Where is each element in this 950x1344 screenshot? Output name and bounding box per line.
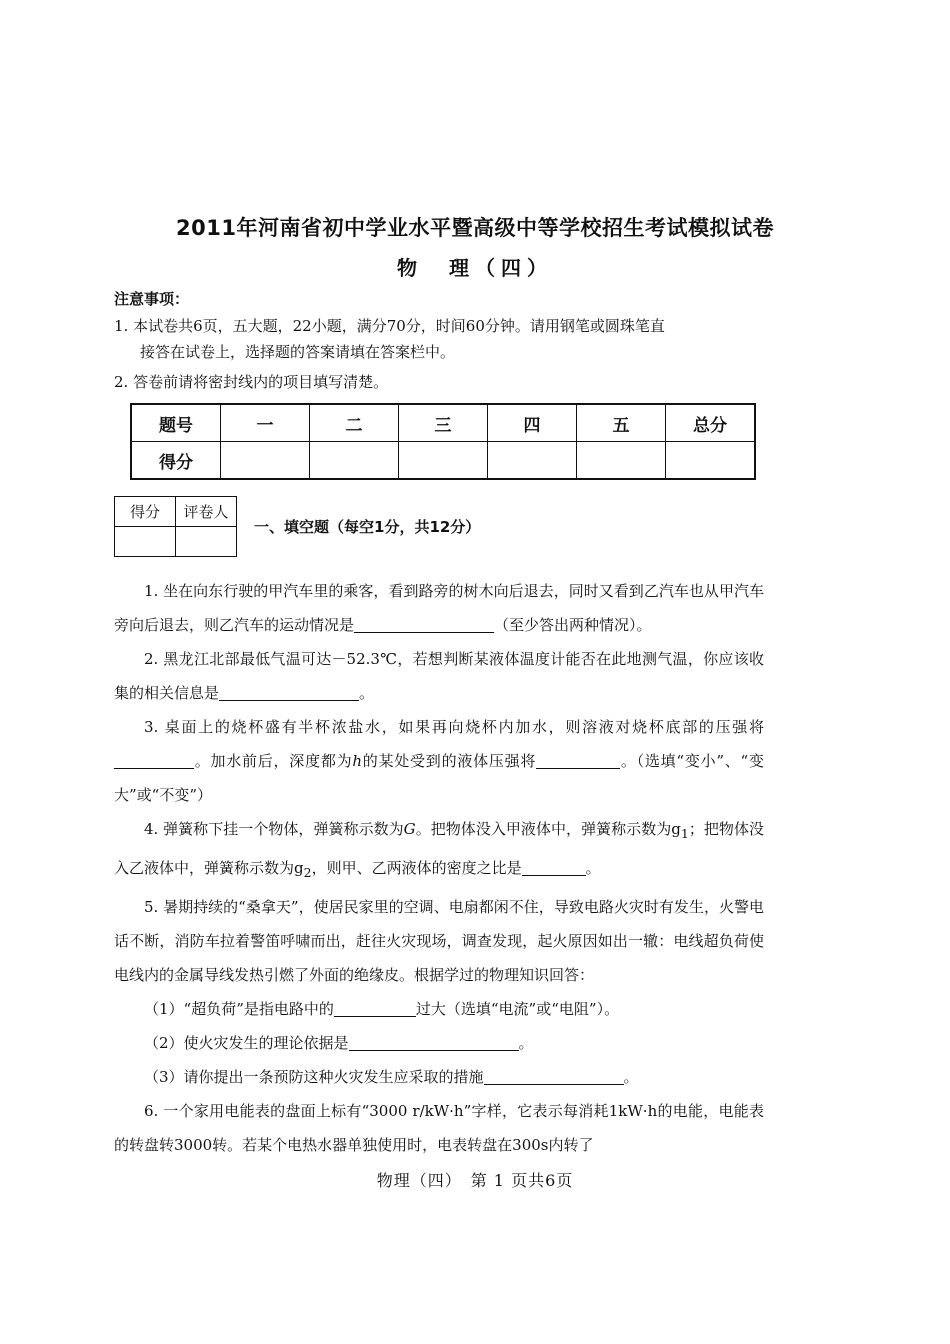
score-header-cell: 五 [577, 404, 666, 442]
answer-blank[interactable] [522, 860, 586, 876]
question-2-suffix: 。 [359, 684, 375, 702]
questions-body [114, 574, 764, 1162]
exam-title: 2011年河南省初中学业水平暨高级中等学校招生考试模拟试卷 [176, 216, 774, 240]
note-item-1-line1: 1. 本试卷共6页，五大题，22小题，满分70分，时间60分钟。请用钢笔或圆珠笔直 [114, 317, 665, 335]
question-3 [114, 710, 764, 812]
question-5-2-suffix: 。 [518, 1034, 534, 1052]
answer-blank[interactable] [354, 617, 494, 633]
question-5-part-1 [114, 992, 764, 1026]
page-footer: 物理（四） 第 1 页共6页 [376, 1171, 574, 1190]
score-row-label: 得分 [131, 442, 221, 480]
variable-G: G [403, 820, 416, 838]
score-cell[interactable] [577, 442, 666, 480]
note-item-1 [114, 313, 774, 365]
score-cell[interactable] [666, 442, 756, 480]
question-1-suffix: （至少答出两种情况）。 [494, 616, 652, 634]
answer-blank[interactable] [219, 685, 359, 701]
score-cell[interactable] [221, 442, 310, 480]
section-1-heading: 一、填空题（每空1分，共12分） [254, 518, 481, 536]
question-5-1-text: （1）“超负荷”是指电路中的 [144, 1000, 334, 1018]
score-header-cell: 总分 [666, 404, 756, 442]
variable-h: h [352, 752, 363, 770]
question-4-text-4: ，则甲、乙两液体的密度之比是 [311, 859, 522, 877]
question-5-3-text: （3）请你提出一条预防这种火灾发生应采取的措施 [144, 1068, 484, 1086]
question-3-text-3: 的某处受到的液体压强将 [362, 752, 537, 770]
score-table [130, 403, 756, 480]
question-4-text-3: ；把物体没入乙液体中，弹簧称示数为g [114, 820, 764, 877]
question-5-1-suffix: 过大（选填“电流”或“电阻”）。 [415, 1000, 620, 1018]
grader-name-cell[interactable] [176, 527, 237, 557]
question-6: 6. 一个家用电能表的盘面上标有“3000 r/kW·h”字样，它表示每消耗1kW·h的电能，电能表的转盘转3000转。若某个电热水器单独使用时，电表转盘在300s内转了 [114, 1102, 764, 1154]
score-header-cell: 四 [488, 404, 577, 442]
score-header-cell: 一 [221, 404, 310, 442]
question-2-text: 2. 黑龙江北部最低气温可达－52.3℃，若想判断某液体温度计能否在此地测气温，你应该收集的相关信息是 [114, 650, 764, 702]
question-5-3-suffix: 。 [623, 1068, 639, 1086]
score-header-cell: 题号 [131, 404, 221, 442]
score-cell[interactable] [399, 442, 488, 480]
grader-score-cell[interactable] [115, 527, 176, 557]
question-3-text: 3. 桌面上的烧杯盛有半杯浓盐水，如果再向烧杯内加水，则溶液对烧杯底部的压强将 [144, 718, 764, 736]
question-5-intro: 5. 暑期持续的“桑拿天”，使居民家里的空调、电扇都闲不住，导致电路火灾时有发生，火警电话不断，消防车拉着警笛呼啸而出，赶往火灾现场，调查发现，起火原因如出一辙：电线超负荷使电线内的金属导线发热引燃了外面的绝缘皮。根据学过的物理知识回答： [114, 898, 764, 984]
question-3-text-2: 。加水前后，深度都为 [194, 752, 353, 770]
answer-blank[interactable] [334, 1001, 416, 1017]
question-5-part-2 [114, 1026, 764, 1060]
subscript-1: 1 [680, 826, 689, 841]
answer-blank[interactable] [114, 753, 194, 769]
question-2 [114, 642, 764, 710]
exam-subtitle: 物 理（四） [397, 256, 553, 280]
question-5-2-text: （2）使火灾发生的理论依据是 [144, 1034, 349, 1052]
grader-table [114, 496, 237, 557]
question-1 [114, 574, 764, 642]
note-item-2: 2. 答卷前请将密封线内的项目填写清楚。 [114, 373, 389, 391]
score-cell[interactable] [488, 442, 577, 480]
score-cell[interactable] [310, 442, 399, 480]
score-table-header-row [131, 404, 755, 442]
score-header-cell: 二 [310, 404, 399, 442]
question-4-text: 4. 弹簧称下挂一个物体，弹簧称示数为 [144, 820, 404, 838]
question-4-text-2: 。把物体没入甲液体中，弹簧称示数为g [415, 820, 681, 838]
note-item-1-line2: 接答在试卷上，选择题的答案请填在答案栏中。 [140, 343, 456, 361]
question-4-suffix: 。 [585, 859, 601, 877]
question-3-suffix: 。（选填“变小”、“变大”或“不变”） [114, 752, 764, 804]
score-header-cell: 三 [399, 404, 488, 442]
grader-name-label: 评卷人 [176, 497, 237, 527]
question-5-part-3 [114, 1060, 764, 1094]
notes-heading: 注意事项： [114, 290, 190, 308]
score-table-score-row [131, 442, 755, 480]
subscript-2: 2 [303, 865, 312, 880]
answer-blank[interactable] [349, 1035, 519, 1051]
answer-blank[interactable] [536, 753, 620, 769]
answer-blank[interactable] [484, 1069, 624, 1085]
question-4 [114, 812, 764, 890]
grader-score-label: 得分 [115, 497, 176, 527]
question-1-text: 1. 坐在向东行驶的甲汽车里的乘客，看到路旁的树木向后退去，同时又看到乙汽车也从甲汽车旁向后退去，则乙汽车的运动情况是 [114, 582, 764, 634]
